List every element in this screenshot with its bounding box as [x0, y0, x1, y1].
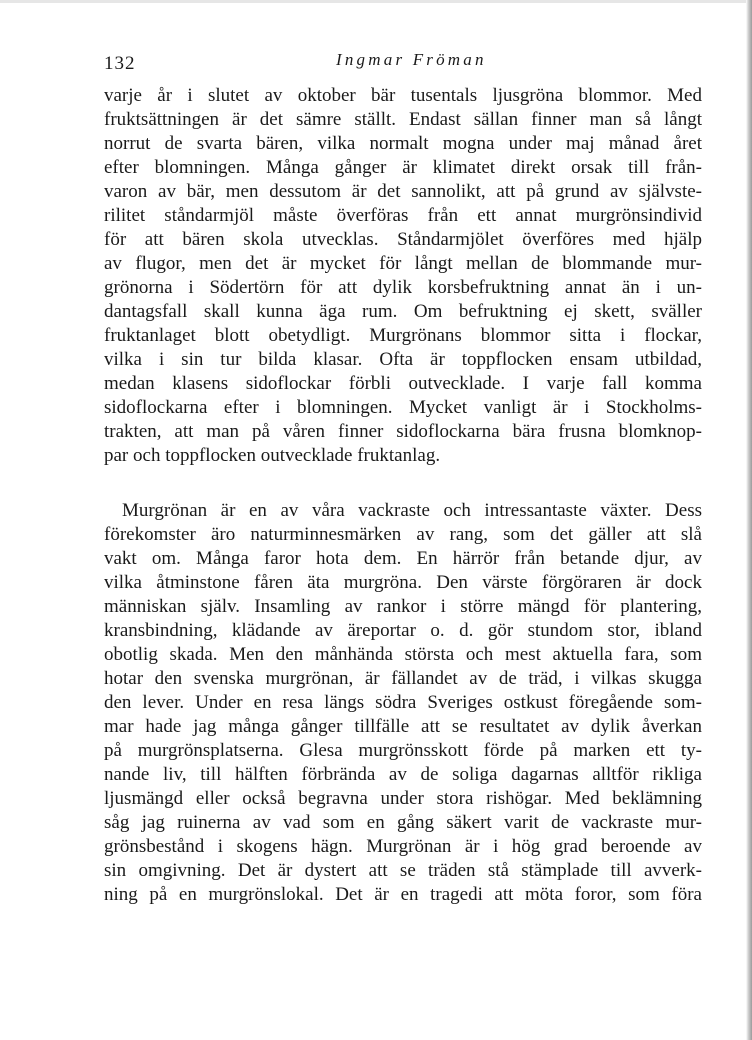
text-line: nande liv, till hälften förbrända av de soliga dagarnas alltför rikliga — [104, 764, 702, 785]
text-line: rilitet ståndarmjöl måste överföras från ett annat murgrönsindivid — [104, 205, 702, 226]
text-line: par och toppflocken outvecklade fruktanlag. — [104, 445, 441, 466]
text-line: varon av bär, men dessutom är det sannolikt, att på grund av självste- — [104, 181, 702, 202]
text-line: ljusmängd eller också begravna under stora rishögar. Med beklämning — [104, 788, 702, 809]
text-line: Murgrönan är en av våra vackraste och intressantaste växter. Dess — [122, 500, 702, 521]
text-line: efter blomningen. Många gånger är klimatet direkt orsak till från- — [104, 157, 702, 178]
text-line: varje år i slutet av oktober bär tusentals ljusgröna blommor. Med — [104, 85, 702, 106]
text-line: sin omgivning. Det är dystert att se träden stå stämplade till avverk- — [104, 860, 702, 881]
text-line: mar hade jag många gånger tillfälle att se resultatet av dylik åverkan — [104, 716, 702, 737]
text-line: fruktsättningen är det sämre ställt. Endast sällan finner man så långt — [104, 109, 702, 130]
paragraph-gap — [104, 468, 702, 499]
text-line: kransbindning, klädande av äreportar o. d. gör stundom stor, ibland — [104, 620, 702, 641]
text-line: förekomster äro naturminnesmärken av rang, som det gäller att slå — [104, 524, 702, 545]
text-line: människan själv. Insamling av rankor i större mängd för plantering, — [104, 596, 702, 617]
text-line: trakten, att man på våren finner sidoflockarna bära frusna blomknop- — [104, 421, 702, 442]
text-line: dantagsfall skall kunna äga rum. Om befruktning ej skett, sväller — [104, 301, 702, 322]
page-header — [104, 50, 702, 78]
text-line: den lever. Under en resa längs södra Sveriges ostkust föregående som- — [104, 692, 702, 713]
text-line: vilka i sin tur bilda klasar. Ofta är toppflocken ensam utbildad, — [104, 349, 702, 370]
paragraph-1 — [104, 84, 702, 468]
page-number: 132 — [104, 53, 136, 74]
text-line: grönsbestånd i skogens hägn. Murgrönan är i hög grad beroende av — [104, 836, 702, 857]
text-line: vilka åtminstone fåren äta murgröna. Den värste förgöraren är dock — [104, 572, 702, 593]
text-line: hotar den svenska murgrönan, är fällandet av de träd, i vilkas skugga — [104, 668, 702, 689]
text-line: fruktanlaget blott obetydligt. Murgrönans blommor sitta i flockar, — [104, 325, 702, 346]
text-line: såg jag ruinerna av vad som en gång säkert varit de vackraste mur- — [104, 812, 702, 833]
text-line: för att bären skola utvecklas. Ståndarmjölet överföres med hjälp — [104, 229, 702, 250]
running-head: Ingmar Fröman — [336, 50, 487, 69]
body-text — [104, 84, 702, 907]
text-line: på murgrönsplatserna. Glesa murgrönsskott förde på marken ett ty- — [104, 740, 702, 761]
page-right-edge-shadow — [746, 0, 752, 1040]
text-line: sidoflockarna efter i blomningen. Mycket vanligt är i Stockholms- — [104, 397, 702, 418]
paragraph-2 — [104, 499, 702, 907]
text-line: obotlig skada. Men den månhända största och mest aktuella fara, som — [104, 644, 702, 665]
text-line: norrut de svarta bären, vilka normalt mogna under maj månad året — [104, 133, 702, 154]
page-top-edge — [0, 0, 752, 3]
text-line: vakt om. Många faror hota dem. En härrör från betande djur, av — [104, 548, 702, 569]
text-line: av flugor, men det är mycket för långt mellan de blommande mur- — [104, 253, 702, 274]
text-line: grönorna i Södertörn för att dylik korsbefruktning annat än i un- — [104, 277, 702, 298]
text-line: medan klasens sidoflockar förbli outvecklade. I varje fall komma — [104, 373, 702, 394]
text-line: ning på en murgrönslokal. Det är en tragedi att möta foror, som föra — [104, 884, 702, 905]
